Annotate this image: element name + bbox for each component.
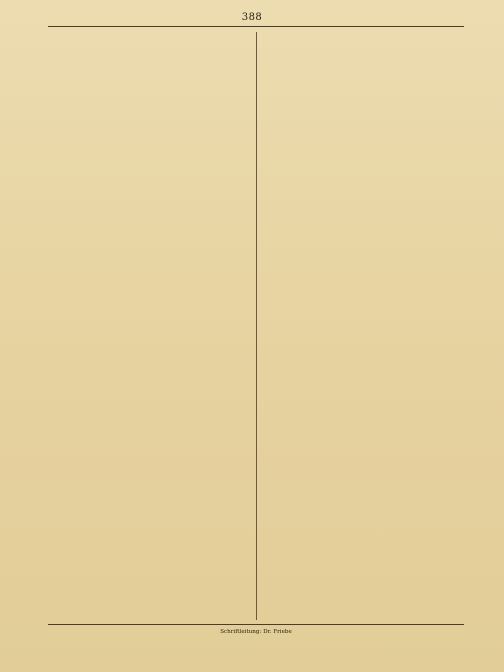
right-text-column [260,32,464,620]
header-rule [48,26,464,27]
footer-rule [48,624,464,625]
column-divider [256,32,257,620]
publisher-imprint: Schriftleitung: Dr. Friebe [220,629,292,635]
page-number: 388 [241,12,263,23]
left-text-column [48,32,252,620]
text-columns [48,32,464,620]
